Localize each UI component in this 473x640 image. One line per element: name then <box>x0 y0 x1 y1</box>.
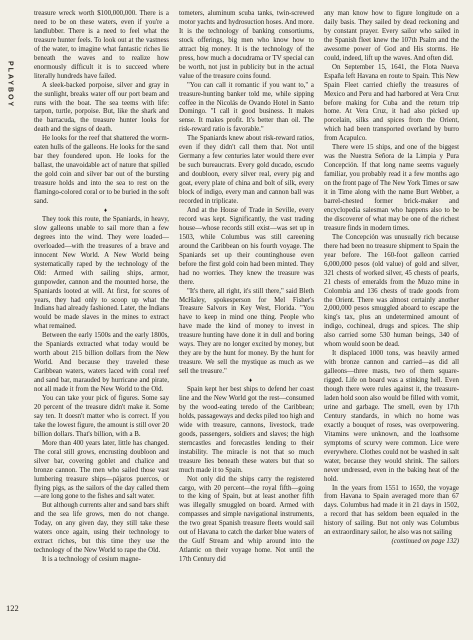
paragraph: any man know how to figure longitude on a daily basis. They sailed by dead reckoning and by constant prayer. Every sailor who sailed in the Spanish fleet knew the 107th Psalm and the awesome power of God and His storms. He could, indeed, lift up the waves. And often did. <box>324 10 459 62</box>
paragraph: In the years from 1551 to 1650, the voyage from Havana to Spain averaged more than 67 days. Columbus had made it in 21 days in 1502, a record that has seldom been equaled in the history of sailing. But not only was Columbus an extraordinary sailor, he also was not sailing <box>324 484 459 537</box>
paragraph: Spain kept her best ships to defend her coast line and the New World got the rest—consumed by the wood-eating teredo of the Caribbean; holds, passageways and decks piled too high and wide with treasure, cannons, livestock, trade goods, passengers, soldiers and slaves; the high sterncastles and forecastles lending to their instability. The miracle is not that so much treasure lies beneath these waters but that so much made it to Spain. <box>179 386 314 474</box>
paragraph: It displaced 1000 tons, was heavily armed with bronze cannon and carried—as did all galleons—three masts, two of them square-rigged. Life on board was a stinking hell. Even though there were rules against it, the treasure-laden hold soon also would be filled with vomit, urine and garbage. The smell, even by 17th Century standards, in which no home was exactly a bouquet of roses, was overpowering. Vitamins were unknown, and the loathsome symptoms of scurvy were common. Lice were everywhere. Clothes could not be washed in salt water, because they would shrink. The sailors never undressed, even in the baking heat of the hold. <box>324 350 459 483</box>
paragraph: You can take your pick of figures. Some say 20 percent of the treasure didn't make it. Some say ten. It doesn't matter who is correct. If you take the lowest figure, the amount is still over 20 billion dollars. That's billion, with a B. <box>34 394 169 438</box>
paragraph: The Spaniards knew about risk-reward ratios, even if they didn't call them that. Not until Germany a few centuries later would there ever be such bureaucrats. Every gold ducado, escudo and doubloon, every silver real, every pig and goat, every plate of china and bolt of silk, every block of indigo, every man and cannon ball was recorded in triplicate. <box>179 135 314 206</box>
column-1 <box>34 10 169 620</box>
paragraph: But although currents alter and sand bars shift and the sea life grows, men do not change. Today, on any given day, they still take these waters once again, using their technology to extract riches, but this time they use the technology of the New World to rape the Old. <box>34 502 169 555</box>
column-2 <box>179 10 314 620</box>
paragraph: treasure wreck worth $100,000,000. There is a need to be on these waters, even if you're a landlubber. There is a need to feel what the treasure hunter feels. To look out at the vastness of the water, to imagine what fantastic riches lie beneath the waves and to realize how enormously difficult it is to succeed where literally hundreds have failed. <box>34 10 169 80</box>
paragraph: And at the House of Trade in Seville, every record was kept. Significantly, the vast trading house—whose records still exist—was set up in 1503, while Columbus was still careening around the Caribbean on his fourth voyage. The Spaniards set up their countinghouse even before the first gold coin had been minted. They had no worries. They knew the treasure was there. <box>179 206 314 286</box>
paragraph: It is a technology of cesium magne- <box>42 556 141 564</box>
paragraph: Not only did the ships carry the registered cargo, with 20 percent—the royal fifth—going to the king of Spain, but at least another fifth was illegally smuggled on board. Armed with compasses and simple navigational instruments, the two great Spanish treasure fleets would sail out of Havana to catch the darker blue waters of the Gulf Stream and whip around into the Atlantic on their voyage home. Not until the 17th Century did <box>179 475 314 564</box>
paragraph: He looks for the reef that shattered the worm-eaten hulls of the galleons. He looks for the sand bar they foundered upon. He looks for the ballast, the unavoidable act of nature that spilled the gold coin and silver bar out of the bursting treasure holds and into the sea to rest on the flamingo-colored coral or to be buried in the soft sand. <box>34 135 169 206</box>
magazine-name: PLAYBOY <box>6 61 14 109</box>
section-separator: ♦ <box>103 207 108 214</box>
paragraph: "It's there, all right, it's still there," said Bleth McHaley, spokesperson for Mel Fisher's Treasure Salvors in Key West, Florida. "You have to keep in mind one thing. People who have made the kind of money to invest in treasure hunting have done it in dull and boring ways. They are no longer excited by money, but they are by the hunt for money. By the hunt for treasure. We sell the mystique as much as we sell the treasure." <box>179 287 314 376</box>
section-separator: ♦ <box>248 378 253 385</box>
column-3 <box>324 10 459 620</box>
paragraph: A sleek-backed porpoise, silver and gray in the sunlight, breaks water off our port beam and runs with the boat. The sea teems with life: tarpon, turtle, porpoise. But, like the shark and the barracuda, the treasure hunter looks for death and the signs of death. <box>34 81 169 134</box>
paragraph: tometers, aluminum scuba tanks, twin-screwed motor yachts and hydrosuction hoses. And more. It is the technology of banking consortiums, stock offerings, big men who know how to attract big money. It is the technology of the press, how much a docudrama or TV special can be worth, not just in publicity but in the actual value of the treasure coins found. <box>179 10 314 80</box>
paragraph: Between the early 1500s and the early 1800s, the Spaniards extracted what today would be worth about 215 billion dollars from the New World. And because they traveled these Caribbean waters, waters laced with coral reef and sand bar, marauded by hurricane and pirate, not all made it from the New World to the Old. <box>34 332 169 394</box>
paragraph: The Concepción was unusually rich because there had been no treasure shipment to Spain the year before. The 160-foot galleon carried 6,000,000 pesos (old value) of gold and silver, 321 chests of worked silver, 45 chests of pearls, 21 chests of emeralds from the Muzo mine in Colombia and 136 chests of trade goods from the Orient. There was almost certainly another 2,000,000 pesos smuggled aboard to escape the king's tax, plus an undetermined amount of indigo, cochineal, drugs and spices. The ship also carried some 530 human beings, 340 of whom would soon be dead. <box>324 233 459 349</box>
article-body <box>34 10 460 620</box>
paragraph: "You can call it romantic if you want to," a treasure-hunting banker told me, while sipping coffee in the Nicolás de Ovando Hotel in Santo Domingo. "I call it good business. It makes sense. It makes profit. It's better than oil. The risk-reward ratio is favorable." <box>179 81 314 134</box>
paragraph: More than 400 years later, little has changed. The coral still grows, encrusting doubloon and silver bar, covering goblet and chalice and bronze cannon. The men who sailed those vast lumbering treasure ships—pájaros puercos, or flying pigs, as the sailors of the day called them—are long gone to the fishes and salt water. <box>34 439 169 501</box>
page-number: 122 <box>6 603 19 613</box>
continuation-note: (continued on page 132) <box>391 538 459 546</box>
magazine-sidebar <box>4 40 16 130</box>
paragraph: They took this route, the Spaniards, in heavy, slow galleons unable to sail more than a few degrees into the wind. They were loaded—overloaded—with the treasures of a brave and innocent New World. A New World being systematically raped by the technology of the Old: Armed with sailing ships, armor, gunpowder, cannon and the mounted horse, the Spaniards looted at will. At first, for scores of years, they had only to scoop up what the Indians had already fashioned. Later, the Indians would be made slaves in the mines to extract what remained. <box>34 215 169 331</box>
paragraph: There were 15 ships, and one of the biggest was the Nuestra Señora de la Limpia y Pura Concepción. If that long name seems vaguely familiar, you probably read it a few months ago on the front page of The New York Times or saw it in Time along with the name Burt Webber, a barrel-chested former brick-maker and encyclopedia salesman who happens also to be the discoverer of what may be one of the richest treasure finds in modern times. <box>324 144 459 232</box>
paragraph: On September 15, 1641, the Flota Nueva España left Havana en route to Spain. This New Spain Fleet carried chiefly the treasures of Mexico and Peru and had harbored at Vera Cruz before making for Cuba and the return trip home. At Vera Cruz, it had also picked up porcelain, silks and spices from the Orient, which had been transported overland by burro from Acapulco. <box>324 63 459 143</box>
